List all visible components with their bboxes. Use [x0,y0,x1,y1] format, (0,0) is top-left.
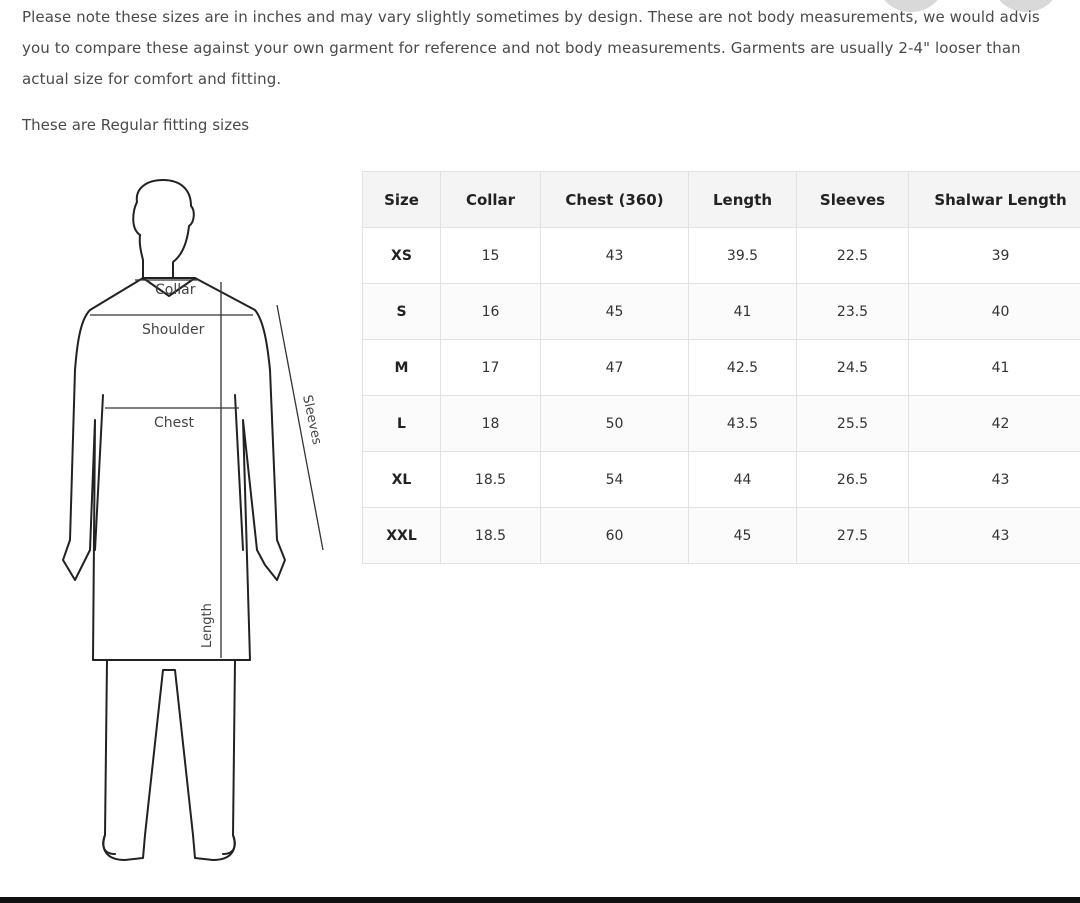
header-shalwar-length: Shalwar Length [909,172,1080,228]
cell-size: XL [363,452,441,508]
cell-shalwar-length: 42 [909,396,1080,452]
head-outline [133,180,194,278]
measurement-figure-illustration [45,170,345,875]
cell-chest: 47 [541,340,689,396]
cell-size: S [363,284,441,340]
label-shoulder: Shoulder [142,322,205,338]
notice-line-3: actual size for comfort and fitting. [22,70,282,88]
label-sleeves: Sleeves [299,393,325,447]
table-row [363,452,1080,508]
left-foot-line [103,835,115,854]
table-row [363,284,1080,340]
cell-shalwar-length: 43 [909,452,1080,508]
header-collar: Collar [441,172,541,228]
cell-length: 42.5 [689,340,797,396]
cell-length: 41 [689,284,797,340]
notice-line-1: Please note these sizes are in inches and may vary slightly sometimes by design. These are not body measurements, we would advis [22,8,1040,26]
cell-length: 44 [689,452,797,508]
fitting-note: These are Regular fitting sizes [22,116,250,134]
size-notice [22,2,1080,95]
cell-sleeves: 25.5 [797,396,909,452]
bottom-edge-bar [0,897,1080,903]
cell-chest: 45 [541,284,689,340]
cell-collar: 16 [441,284,541,340]
cell-size: L [363,396,441,452]
label-collar: Collar [155,282,196,298]
table-row [363,508,1080,564]
cell-collar: 15 [441,228,541,284]
cell-sleeves: 22.5 [797,228,909,284]
cell-chest: 60 [541,508,689,564]
table-row [363,396,1080,452]
label-chest: Chest [154,415,195,431]
cell-collar: 18.5 [441,452,541,508]
table-row [363,228,1080,284]
shalwar-outline [103,660,235,860]
header-size: Size [363,172,441,228]
cell-sleeves: 23.5 [797,284,909,340]
label-length: Length [200,603,215,648]
notice-line-2: you to compare these against your own garment for reference and not body measurements. Garments are usually 2-4" looser than [22,39,1021,57]
cell-sleeves: 26.5 [797,452,909,508]
header-chest: Chest (360) [541,172,689,228]
size-chart-table [362,171,1080,564]
cell-chest: 54 [541,452,689,508]
cell-size: XXL [363,508,441,564]
header-sleeves: Sleeves [797,172,909,228]
cell-size: XS [363,228,441,284]
cell-size: M [363,340,441,396]
cell-collar: 18.5 [441,508,541,564]
right-foot-line [223,835,235,854]
cell-shalwar-length: 40 [909,284,1080,340]
cell-chest: 43 [541,228,689,284]
cell-sleeves: 27.5 [797,508,909,564]
cell-shalwar-length: 39 [909,228,1080,284]
cell-length: 45 [689,508,797,564]
cell-collar: 17 [441,340,541,396]
cell-collar: 18 [441,396,541,452]
table-row [363,340,1080,396]
cell-length: 43.5 [689,396,797,452]
table-header-row [363,172,1080,228]
cell-sleeves: 24.5 [797,340,909,396]
cell-length: 39.5 [689,228,797,284]
cell-shalwar-length: 41 [909,340,1080,396]
left-arm-line [95,395,103,550]
header-length: Length [689,172,797,228]
cell-shalwar-length: 43 [909,508,1080,564]
right-arm-line [235,395,243,550]
cell-chest: 50 [541,396,689,452]
